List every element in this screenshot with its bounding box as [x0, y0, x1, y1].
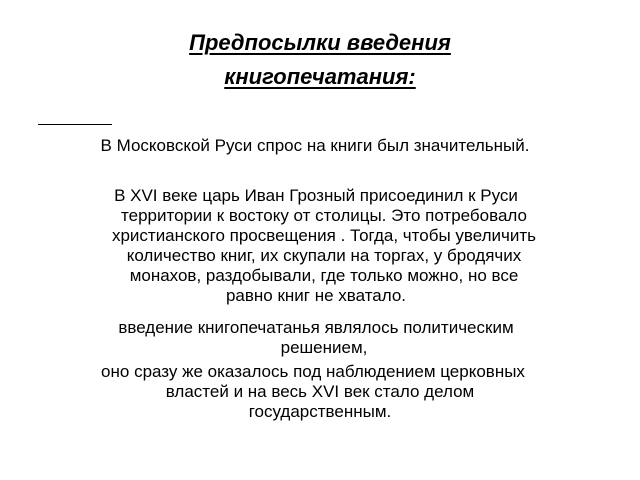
- paragraph-control: [18, 362, 622, 422]
- paragraph-line: государственным.: [248, 402, 392, 421]
- divider-line: [38, 124, 112, 125]
- paragraph-line: властей и на весь XVI век стало делом: [165, 382, 475, 401]
- paragraph-line: количество книг, их скупали на торгах, у бродячих: [126, 246, 522, 265]
- paragraph-line: оно сразу же оказалось под наблюдением церковных: [101, 362, 525, 381]
- title-line-1: Предпосылки введения: [189, 30, 451, 55]
- paragraph-line: решением,: [280, 338, 368, 357]
- paragraph-line: В XVI веке царь Иван Грозный присоединил к Руси: [114, 186, 518, 205]
- paragraph-line: равно книг не хватало.: [225, 286, 407, 305]
- paragraph-policy: [40, 318, 608, 358]
- paragraph-line: христианского просвещения . Тогда, чтобы увеличить: [111, 226, 537, 245]
- paragraph-line: введение книгопечатанья являлось политическим: [118, 318, 514, 337]
- paragraph-demand: [30, 136, 600, 156]
- slide-title: [120, 26, 520, 94]
- title-line-2: книгопечатания:: [224, 64, 416, 89]
- paragraph-line: монахов, раздобывали, где только можно, но все: [129, 266, 519, 285]
- paragraph-line: территории к востоку от столицы. Это потребовало: [121, 206, 527, 225]
- paragraph-line: В Московской Руси спрос на книги был значительный.: [100, 136, 530, 155]
- paragraph-ivan: [40, 186, 608, 306]
